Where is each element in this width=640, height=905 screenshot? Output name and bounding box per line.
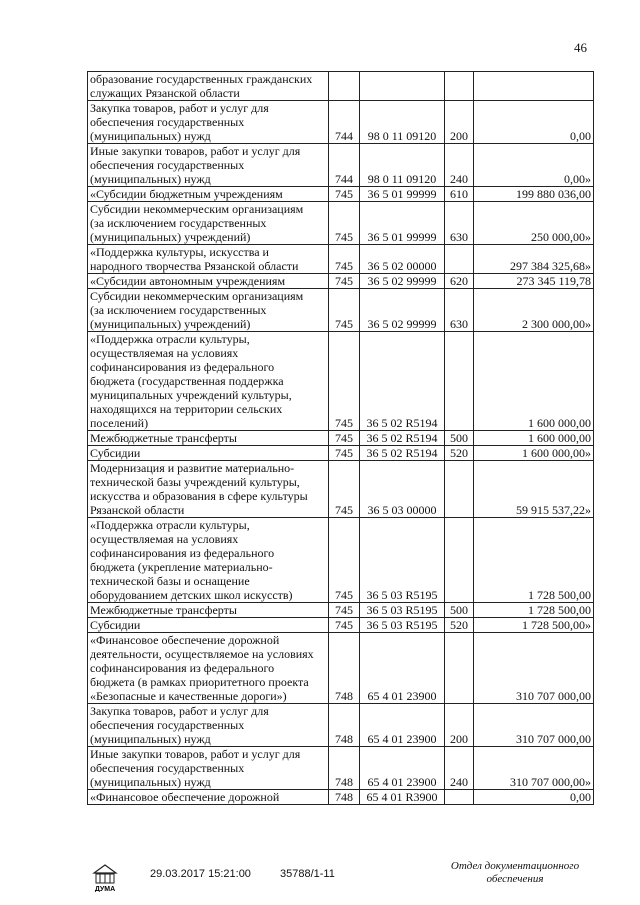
row-name-cell: «Субсидии автономным учреждениям [88, 274, 329, 289]
table-row [88, 431, 594, 446]
row-sum-cell: 310 707 000,00» [474, 747, 594, 790]
row-name-cell: Модернизация и развитие материально- технической базы учреждений культуры, искусства и образования в сфере культуры Рязанской области [88, 461, 329, 518]
row-sum-cell: 0,00» [474, 144, 594, 187]
budget-table [87, 71, 594, 805]
row-code-cell: 65 4 01 R3900 [360, 790, 445, 805]
row-vr-cell: 620 [445, 274, 474, 289]
row-grbs-cell: 745 [329, 274, 360, 289]
row-name-cell: «Финансовое обеспечение дорожной деятельности, осуществляемое на условиях софинансирования из федерального бюджета (в рамках приоритетного проекта «Безопасные и качественные дороги») [88, 633, 329, 704]
row-grbs-cell: 745 [329, 618, 360, 633]
budget-table-body [88, 72, 594, 805]
table-row [88, 332, 594, 431]
row-name-cell: «Поддержка культуры, искусства и народного творчества Рязанской области [88, 245, 329, 274]
row-code-cell: 36 5 03 R5195 [360, 618, 445, 633]
table-row [88, 603, 594, 618]
row-code-cell: 36 5 02 00000 [360, 245, 445, 274]
row-sum-cell: 2 300 000,00» [474, 289, 594, 332]
row-sum-cell: 0,00 [474, 790, 594, 805]
row-grbs-cell: 745 [329, 332, 360, 431]
row-sum-cell: 1 728 500,00 [474, 518, 594, 603]
row-name-cell: Субсидии [88, 618, 329, 633]
row-code-cell: 36 5 02 R5194 [360, 446, 445, 461]
row-grbs-cell: 744 [329, 144, 360, 187]
row-vr-cell: 610 [445, 187, 474, 202]
table-row [88, 518, 594, 603]
row-vr-cell: 200 [445, 101, 474, 144]
table-row [88, 289, 594, 332]
footer-datetime: 29.03.2017 15:21:00 [150, 868, 251, 880]
row-vr-cell [445, 461, 474, 518]
row-vr-cell: 500 [445, 431, 474, 446]
row-code-cell: 36 5 03 R5195 [360, 518, 445, 603]
footer-doc-id: 35788/1-11 [280, 868, 335, 880]
row-sum-cell: 199 880 036,00 [474, 187, 594, 202]
row-sum-cell: 310 707 000,00 [474, 633, 594, 704]
table-row [88, 245, 594, 274]
table-row [88, 144, 594, 187]
row-code-cell: 36 5 01 99999 [360, 202, 445, 245]
row-code-cell: 98 0 11 09120 [360, 144, 445, 187]
row-sum-cell: 1 600 000,00 [474, 431, 594, 446]
row-code-cell: 65 4 01 23900 [360, 633, 445, 704]
row-vr-cell: 630 [445, 289, 474, 332]
row-sum-cell: 1 600 000,00 [474, 332, 594, 431]
row-name-cell: образование государственных гражданских служащих Рязанской области [88, 72, 329, 101]
row-grbs-cell [329, 72, 360, 101]
row-grbs-cell: 748 [329, 633, 360, 704]
row-sum-cell: 297 384 325,68» [474, 245, 594, 274]
table-row [88, 704, 594, 747]
row-sum-cell: 250 000,00» [474, 202, 594, 245]
row-name-cell: Закупка товаров, работ и услуг для обеспечения государственных (муниципальных) нужд [88, 704, 329, 747]
row-name-cell: «Поддержка отрасли культуры, осуществляемая на условиях софинансирования из федерального бюджета (укрепление материально- технической базы и оснащение оборудованием детских школ искусств) [88, 518, 329, 603]
row-name-cell: Субсидии некоммерческим организациям (за исключением государственных (муниципальных) учреждений) [88, 202, 329, 245]
row-name-cell: «Финансовое обеспечение дорожной [88, 790, 329, 805]
row-grbs-cell: 745 [329, 202, 360, 245]
row-sum-cell: 0,00 [474, 101, 594, 144]
svg-text:ДУМА: ДУМА [94, 886, 116, 892]
row-grbs-cell: 748 [329, 747, 360, 790]
row-name-cell: Субсидии некоммерческим организациям (за исключением государственных (муниципальных) учреждений) [88, 289, 329, 332]
table-row [88, 101, 594, 144]
row-sum-cell: 1 600 000,00» [474, 446, 594, 461]
row-vr-cell [445, 245, 474, 274]
table-row [88, 187, 594, 202]
table-row [88, 461, 594, 518]
row-name-cell: Межбюджетные трансферты [88, 431, 329, 446]
row-name-cell: Межбюджетные трансферты [88, 603, 329, 618]
row-code-cell: 36 5 01 99999 [360, 187, 445, 202]
table-row [88, 790, 594, 805]
row-grbs-cell: 745 [329, 603, 360, 618]
table-row [88, 747, 594, 790]
row-code-cell: 65 4 01 23900 [360, 704, 445, 747]
row-vr-cell [445, 633, 474, 704]
row-code-cell: 36 5 02 R5194 [360, 332, 445, 431]
page-number: 46 [574, 40, 587, 55]
row-code-cell: 36 5 02 R5194 [360, 431, 445, 446]
row-vr-cell [445, 332, 474, 431]
row-grbs-cell: 748 [329, 790, 360, 805]
row-vr-cell: 240 [445, 144, 474, 187]
row-sum-cell: 1 728 500,00» [474, 618, 594, 633]
row-grbs-cell: 745 [329, 187, 360, 202]
row-code-cell: 36 5 03 R5195 [360, 603, 445, 618]
page-footer [0, 858, 640, 905]
row-code-cell: 98 0 11 09120 [360, 101, 445, 144]
table-row [88, 274, 594, 289]
duma-logo-icon [88, 864, 122, 892]
row-code-cell: 65 4 01 23900 [360, 747, 445, 790]
table-row [88, 202, 594, 245]
table-row [88, 446, 594, 461]
row-name-cell: Иные закупки товаров, работ и услуг для обеспечения государственных (муниципальных) нужд [88, 747, 329, 790]
row-sum-cell: 59 915 537,22» [474, 461, 594, 518]
table-row [88, 618, 594, 633]
row-name-cell: «Поддержка отрасли культуры, осуществляемая на условиях софинансирования из федерального бюджета (государственная поддержка муниципальных учреждений культуры, находящихся на территории сельских поселений) [88, 332, 329, 431]
footer-department: Отдел документационного обеспечения [450, 860, 580, 885]
row-vr-cell [445, 790, 474, 805]
row-sum-cell [474, 72, 594, 101]
row-code-cell: 36 5 02 99999 [360, 289, 445, 332]
row-vr-cell: 240 [445, 747, 474, 790]
row-grbs-cell: 748 [329, 704, 360, 747]
row-vr-cell: 500 [445, 603, 474, 618]
row-grbs-cell: 745 [329, 446, 360, 461]
table-row [88, 633, 594, 704]
row-name-cell: Закупка товаров, работ и услуг для обеспечения государственных (муниципальных) нужд [88, 101, 329, 144]
row-vr-cell: 520 [445, 446, 474, 461]
row-name-cell: Иные закупки товаров, работ и услуг для обеспечения государственных (муниципальных) нужд [88, 144, 329, 187]
row-sum-cell: 1 728 500,00 [474, 603, 594, 618]
row-vr-cell: 520 [445, 618, 474, 633]
row-code-cell [360, 72, 445, 101]
row-name-cell: «Субсидии бюджетным учреждениям [88, 187, 329, 202]
row-vr-cell [445, 518, 474, 603]
row-vr-cell: 200 [445, 704, 474, 747]
row-grbs-cell: 745 [329, 461, 360, 518]
row-grbs-cell: 745 [329, 245, 360, 274]
row-code-cell: 36 5 02 99999 [360, 274, 445, 289]
row-vr-cell [445, 72, 474, 101]
row-sum-cell: 310 707 000,00 [474, 704, 594, 747]
table-row [88, 72, 594, 101]
row-grbs-cell: 744 [329, 101, 360, 144]
row-grbs-cell: 745 [329, 289, 360, 332]
row-vr-cell: 630 [445, 202, 474, 245]
row-grbs-cell: 745 [329, 431, 360, 446]
row-sum-cell: 273 345 119,78 [474, 274, 594, 289]
row-code-cell: 36 5 03 00000 [360, 461, 445, 518]
row-name-cell: Субсидии [88, 446, 329, 461]
row-grbs-cell: 745 [329, 518, 360, 603]
